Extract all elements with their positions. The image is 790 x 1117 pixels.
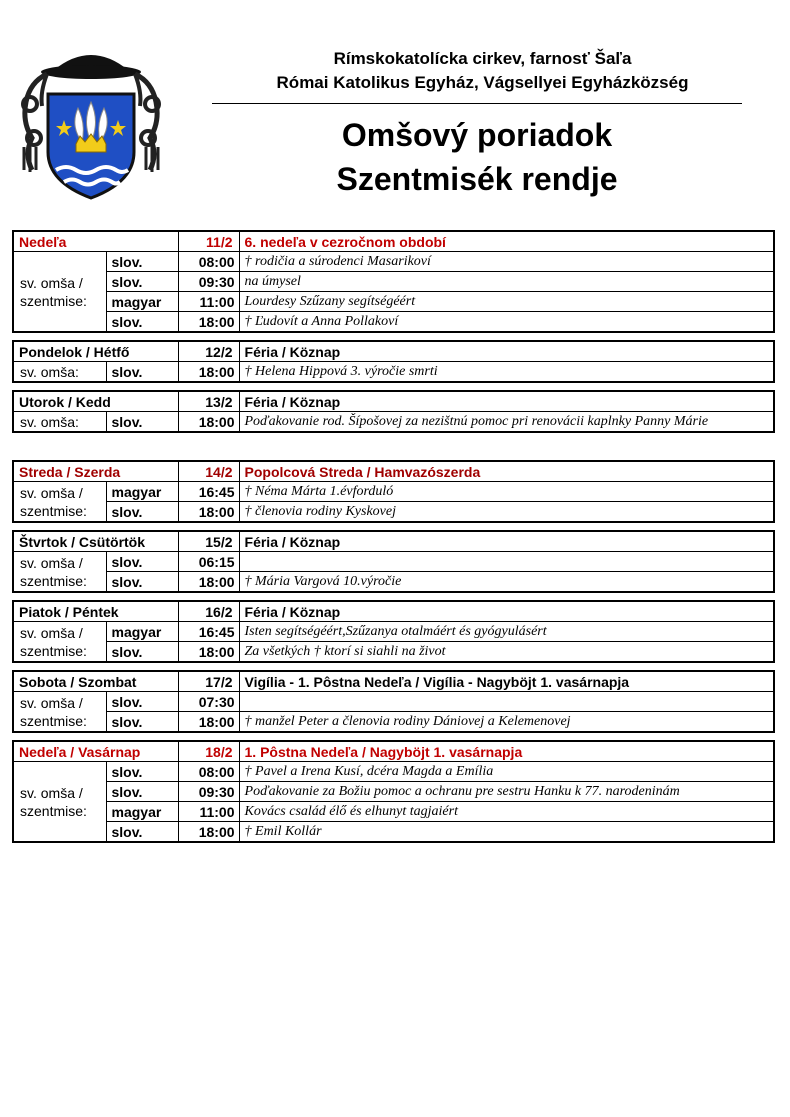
mass-intention: † Helena Hippová 3. výročie smrti [239,362,774,383]
mass-row [13,312,774,333]
day-name: Sobota / Szombat [13,671,178,692]
day-celebration: Féria / Köznap [239,531,774,552]
mass-language: slov. [106,762,178,782]
mass-row [13,362,774,383]
mass-language: magyar [106,622,178,642]
mass-intention: † manžel Peter a členovia rodiny Dániovej a Kelemenovej [239,712,774,733]
mass-label: sv. omša / szentmise: [13,552,106,593]
day-name: Piatok / Péntek [13,601,178,622]
mass-label: sv. omša: [13,362,106,383]
mass-intention [239,552,774,572]
page-subtitle: Szentmisék rendje [336,161,618,197]
mass-time: 18:00 [178,642,239,663]
day-date: 14/2 [178,461,239,482]
mass-language: slov. [106,822,178,843]
mass-intention: na úmysel [239,272,774,292]
mass-intention: Lourdesy Szűzany segítségéért [239,292,774,312]
mass-time: 11:00 [178,292,239,312]
mass-label: sv. omša / szentmise: [13,252,106,333]
day-block [12,460,775,523]
mass-time: 11:00 [178,802,239,822]
page-title: Omšový poriadok [341,117,613,153]
mass-row [13,252,774,272]
mass-time: 18:00 [178,822,239,843]
day-date: 16/2 [178,601,239,622]
mass-intention: † členovia rodiny Kyskovej [239,502,774,523]
day-celebration: Féria / Köznap [239,391,774,412]
day-name: Streda / Szerda [13,461,178,482]
mass-language: slov. [106,502,178,523]
mass-time: 07:30 [178,692,239,712]
mass-language: slov. [106,552,178,572]
mass-intention: † rodičia a súrodenci Masarikoví [239,252,774,272]
day-block [12,530,775,593]
day-block [12,390,775,433]
mass-label: sv. omša / szentmise: [13,692,106,733]
day-celebration: 1. Pôstna Nedeľa / Nagyböjt 1. vasárnapja [239,741,774,762]
mass-language: slov. [106,312,178,333]
mass-language: slov. [106,362,178,383]
mass-language: slov. [106,572,178,593]
mass-label: sv. omša: [13,412,106,433]
day-celebration: Féria / Köznap [239,601,774,622]
mass-intention: † Pavel a Irena Kusí, dcéra Magda a Emília [239,762,774,782]
day-name: Pondelok / Hétfő [13,341,178,362]
mass-intention: Poďakovanie za Božiu pomoc a ochranu pre sestru Hanku k 77. narodeninám [239,782,774,802]
mass-intention: † Emil Kollár [239,822,774,843]
mass-language: magyar [106,482,178,502]
day-name: Štvrtok / Csütörtök [13,531,178,552]
mass-row [13,552,774,572]
mass-time: 08:00 [178,762,239,782]
mass-time: 16:45 [178,622,239,642]
mass-label: sv. omša / szentmise: [13,622,106,663]
parish-name-hungarian: Római Katolikus Egyház, Vágsellyei Egyházközség [276,73,689,92]
mass-row [13,622,774,642]
mass-time: 18:00 [178,412,239,433]
mass-row [13,272,774,292]
mass-time: 16:45 [178,482,239,502]
mass-row [13,572,774,593]
mass-label: sv. omša / szentmise: [13,762,106,843]
mass-language: magyar [106,292,178,312]
parish-crest-logo [12,42,170,202]
mass-row [13,642,774,663]
mass-intention: † Ľudovít a Anna Pollakoví [239,312,774,333]
mass-intention: † Néma Márta 1.évforduló [239,482,774,502]
day-date: 12/2 [178,341,239,362]
header-divider [212,103,742,104]
day-block [12,340,775,383]
mass-language: magyar [106,802,178,822]
mass-time: 18:00 [178,362,239,383]
day-date: 13/2 [178,391,239,412]
day-date: 15/2 [178,531,239,552]
mass-intention [239,692,774,712]
day-date: 18/2 [178,741,239,762]
mass-intention: Za všetkých † ktorí si siahli na život [239,642,774,663]
mass-row [13,822,774,843]
mass-language: slov. [106,782,178,802]
day-date: 17/2 [178,671,239,692]
mass-intention: Isten segítségéért,Szűzanya otalmáért és gyógyulásért [239,622,774,642]
day-block [12,670,775,733]
mass-row [13,482,774,502]
mass-time: 18:00 [178,502,239,523]
mass-time: 18:00 [178,312,239,333]
day-date: 11/2 [178,231,239,252]
mass-language: slov. [106,642,178,663]
mass-language: slov. [106,252,178,272]
mass-row [13,502,774,523]
day-block [12,230,775,333]
day-name: Nedeľa [13,231,178,252]
mass-time: 18:00 [178,572,239,593]
mass-time: 09:30 [178,272,239,292]
mass-row [13,782,774,802]
mass-time: 06:15 [178,552,239,572]
mass-time: 08:00 [178,252,239,272]
mass-time: 09:30 [178,782,239,802]
parish-name-slovak: Rímskokatolícka cirkev, farnosť Šaľa [333,49,632,68]
mass-row [13,292,774,312]
day-name: Utorok / Kedd [13,391,178,412]
mass-language: slov. [106,712,178,733]
mass-language: slov. [106,692,178,712]
mass-intention: † Mária Vargová 10.výročie [239,572,774,593]
mass-intention: Kovács család élő és elhunyt tagjaiért [239,802,774,822]
mass-row [13,802,774,822]
mass-language: slov. [106,272,178,292]
mass-row [13,692,774,712]
day-celebration: Féria / Köznap [239,341,774,362]
day-celebration: Popolcová Streda / Hamvazószerda [239,461,774,482]
day-block [12,740,775,843]
mass-row [13,712,774,733]
mass-language: slov. [106,412,178,433]
day-celebration: 6. nedeľa v cezročnom období [239,231,774,252]
day-name: Nedeľa / Vasárnap [13,741,178,762]
mass-time: 18:00 [178,712,239,733]
day-celebration: Vigília - 1. Pôstna Nedeľa / Vigília - Nagyböjt 1. vasárnapja [239,671,774,692]
mass-label: sv. omša / szentmise: [13,482,106,523]
mass-intention: Poďakovanie rod. Šípošovej za nezištnú pomoc pri renovácii kaplnky Panny Márie [239,412,774,433]
mass-row [13,412,774,433]
mass-row [13,762,774,782]
day-block [12,600,775,663]
